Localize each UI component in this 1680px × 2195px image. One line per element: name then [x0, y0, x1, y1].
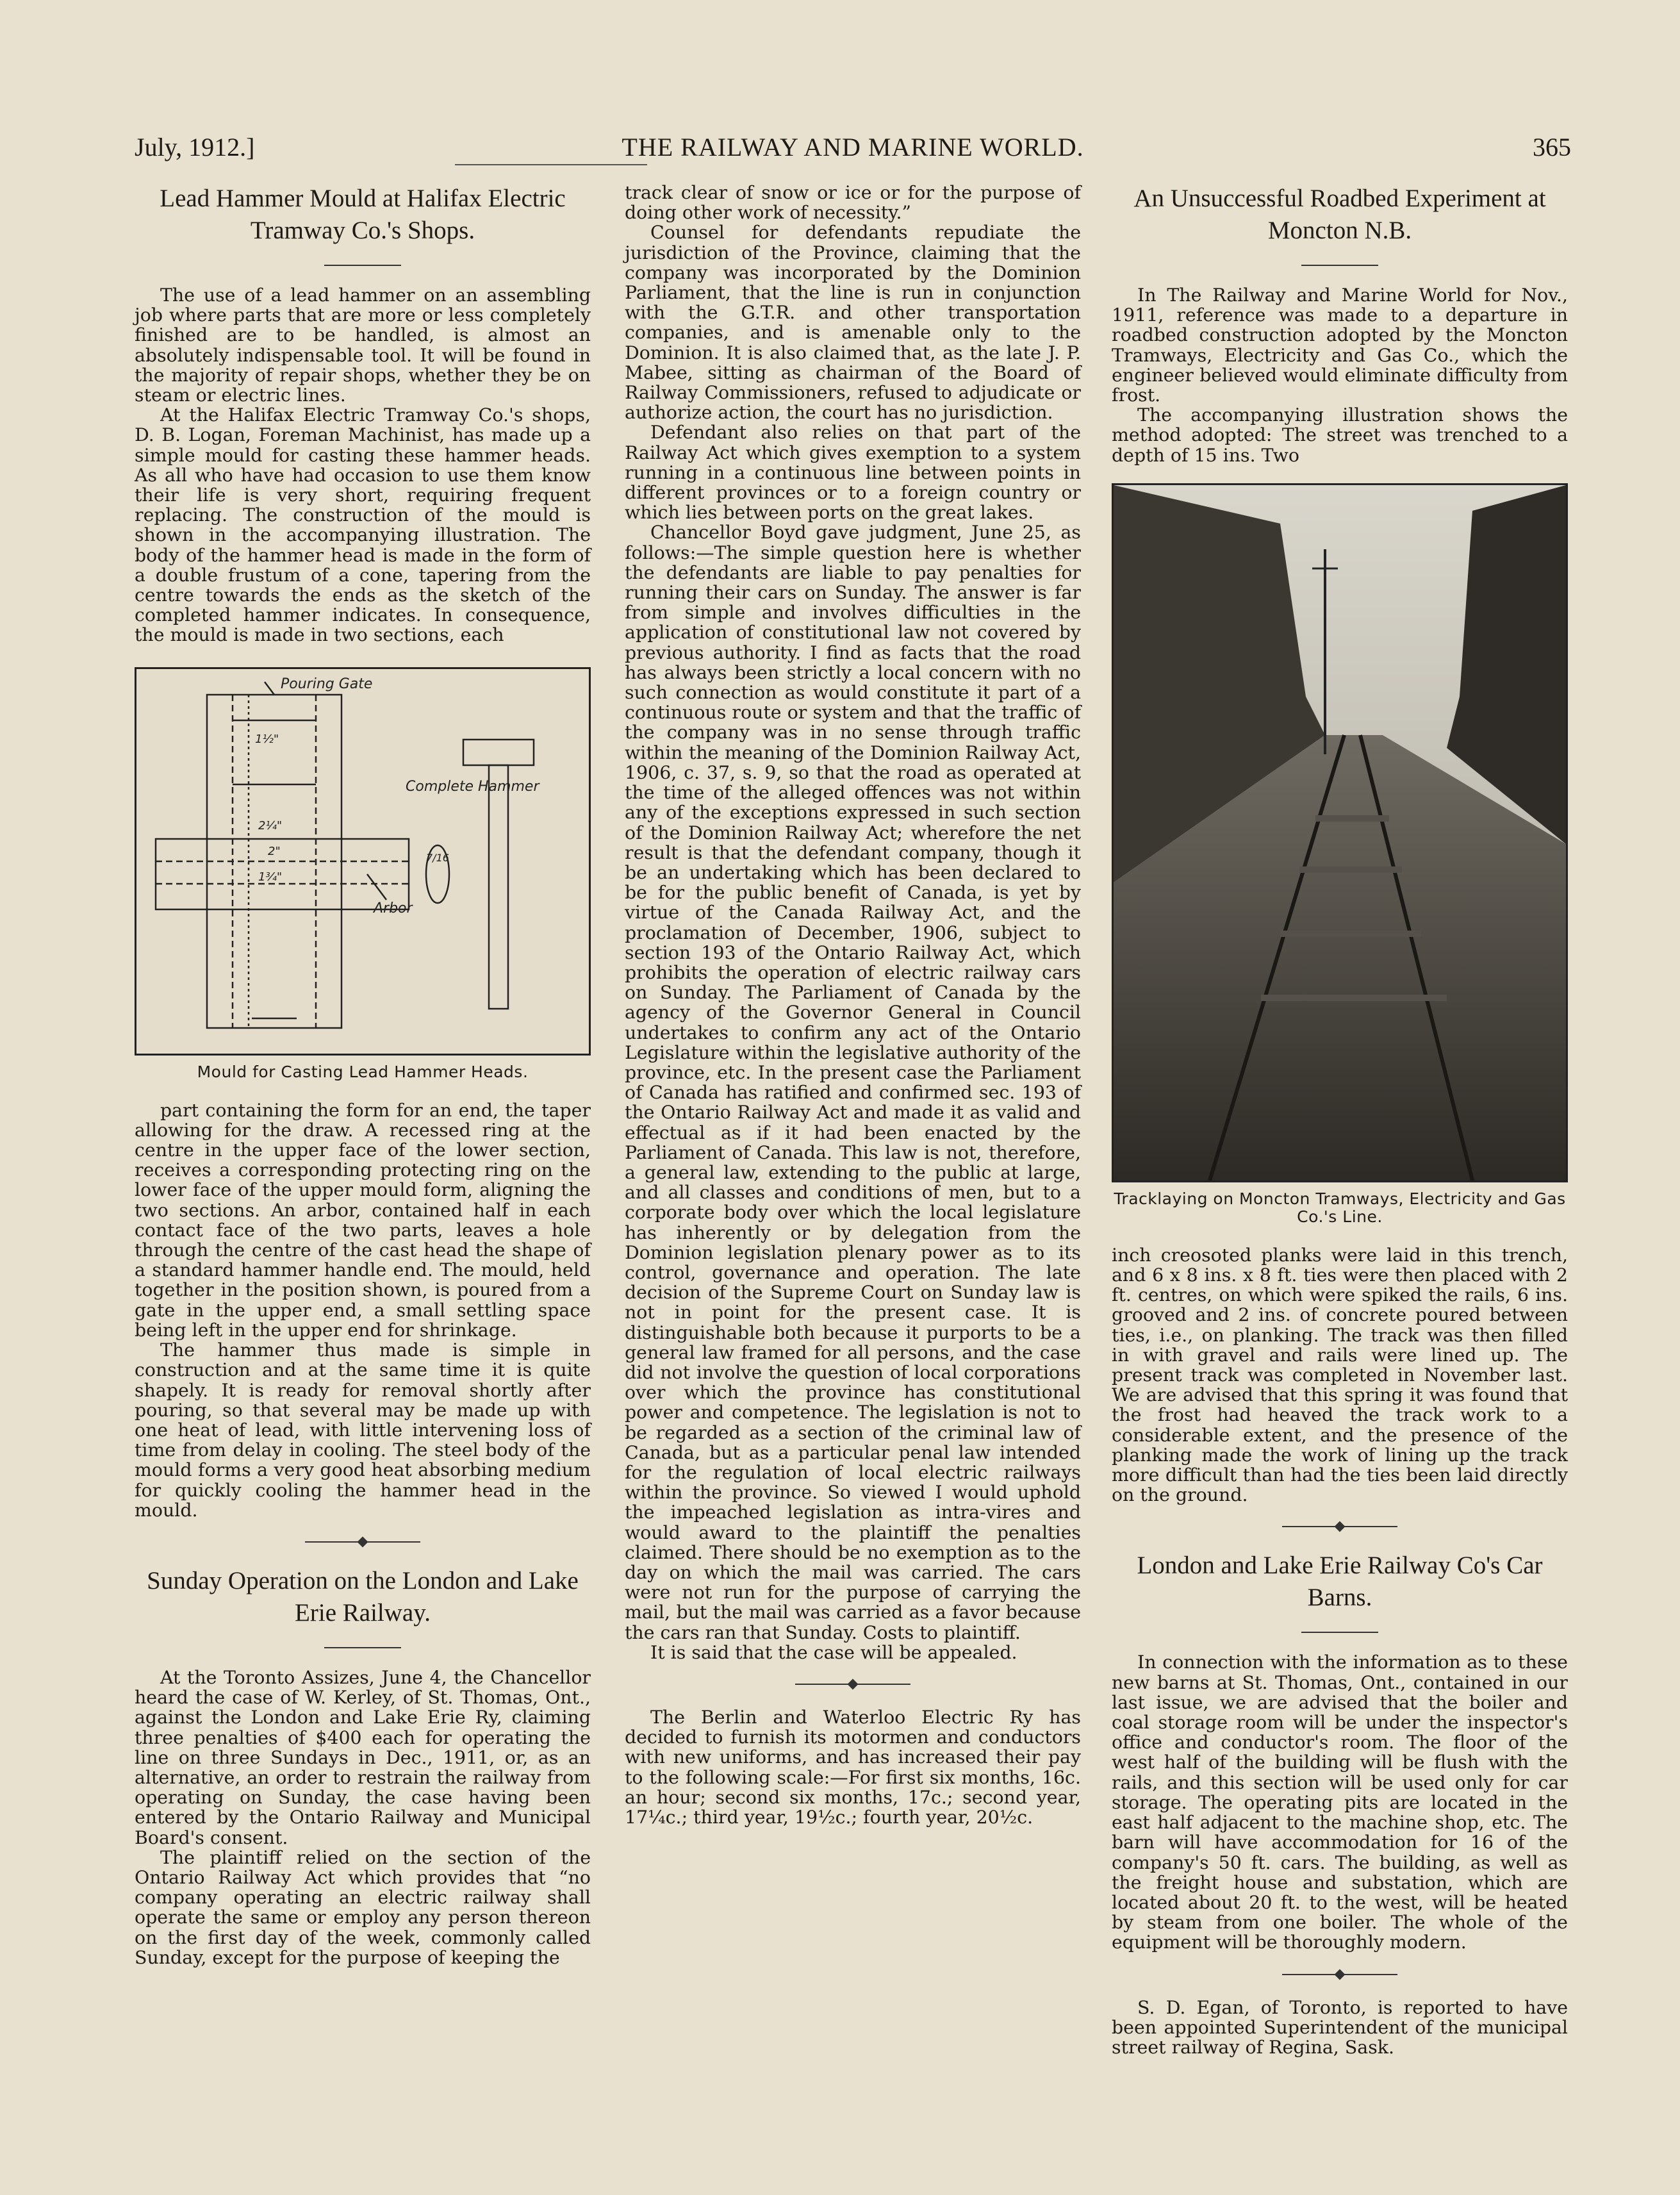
label-pouring-gate: Pouring Gate [281, 675, 373, 692]
news-note-berlin-waterloo: The Berlin and Waterloo Electric Ry has decided to furnish its motormen and conductors with new uniforms, and has increased their pay to the following scale:—For first six months, 16c. an hour; second six months, 17c.; second year, 17¼c.; third year, 19½c.; fourth year, 20½c. [625, 1707, 1081, 1828]
hammer-head [463, 740, 534, 765]
paragraph: At the Toronto Assizes, June 4, the Chancellor heard the case of W. Kerley, of St. Thomas, Ont., against the London and Lake Erie Ry, claiming three penalties of $400 each for operating the line on three Sundays in Dec., 1911, or, as an alternative, an order to restrain the railway from operating on Sunday, the case having been entered by the Ontario Railway and Municipal Board's consent. [135, 1666, 591, 1848]
section-ornament [305, 1536, 420, 1548]
figure-caption: Mould for Casting Lead Hammer Heads. [197, 1062, 529, 1081]
article-title-lead-hammer: Lead Hammer Mould at Halifax Electric Tramway Co.'s Shops. [160, 185, 566, 244]
paragraph: part containing the form for an end, the taper allowing for the draw. A recessed ring at the centre in the upper face of the lower section, receives a corresponding protecting ring on the lower face of the upper mould form, aligning the two sections. An arbor, contained half in each contact face of the two parts, leaves a hole through the centre of the cast head the shape of a standard hammer handle end. The mould, held together in the position shown, is poured from a gate in the upper end, a small settling space being left in the upper end for shrinkage. [135, 1099, 591, 1341]
news-note-egan: S. D. Egan, of Toronto, is reported to have been appointed Superintendent of the municipal street railway of Regina, Sask. [1112, 1996, 1568, 2058]
label-complete-hammer: Complete Hammer [406, 778, 539, 795]
paragraph: inch creosoted planks were laid in this trench, and 6 x 8 ins. x 8 ft. ties were then placed with 2 ft. centres, on which were spiked the rails, 6 ins. grooved and 2 ins. of concrete poured between ties, i.e., on planking. The track was then filled in with gravel and rails were lined up. The present track was completed in November last. We are advised that this spring it was found that the frost had heaved the track work to a considerable extent, and the presence of the planking made the work of lining up the track more difficult than had the ties been laid directly on the ground. [1112, 1244, 1568, 1506]
paragraph: The hammer thus made is simple in construction and at the same time it is quite shapely. It is ready for removal shortly after pouring, so that several may be made up with one heat of lead, with little intervening loss of time from delay in cooling. The steel body of the mould forms a very good heat absorbing medium for quickly cooling the hammer head in the mould. [135, 1339, 591, 1521]
column-2 [625, 183, 1081, 1827]
mould-diagram [135, 667, 591, 1056]
section-ornament [795, 1678, 910, 1691]
column-1 [135, 183, 591, 1967]
title-rule [1301, 265, 1378, 266]
issue-date: July, 1912.] [135, 133, 255, 162]
page-number: 365 [1533, 133, 1571, 162]
label-dim-lower: 1¾" [258, 870, 283, 884]
photo-caption: Tracklaying on Moncton Tramways, Electricity and Gas Co.'s Line. [1114, 1189, 1566, 1226]
column-3 [1112, 183, 1568, 2057]
paragraph: The plaintiff relied on the section of the Ontario Railway Act which provides that “no company operating an electric railway shall operate the same or employ any person thereon on the first day of the week, commonly called Sunday, except for the purpose of keeping the [135, 1846, 591, 1968]
paragraph: The accompanying illustration shows the method adopted: The street was trenched to a depth of 15 ins. Two [1112, 404, 1568, 466]
label-dim-2: 2" [268, 844, 281, 858]
paragraph: The use of a lead hammer on an assembling job where parts that are more or less completely finished are to be handled, is almost an absolutely indispensable tool. It will be found in the majority of repair shops, whether they be on steam or electric lines. [135, 285, 591, 406]
article-title-roadbed: An Unsuccessful Roadbed Experiment at Moncton N.B. [1133, 185, 1546, 244]
paragraph: In connection with the information as to these new barns at St. Thomas, Ont., contained in our last issue, we are advised that the boiler and coal storage room will be under the inspector's office and conductor's room. The floor of the west half of the building will be flush with the rails, and this section will be used only for car storage. The operating pits are located in the east half adjacent to the machine shop, etc. The barn will have accommodation for 16 of the company's 50 ft. cars. The building, as well as the freight house and substation, which are located about 20 ft. to the west, will be heated by steam from one boiler. The whole of the equipment will be thoroughly modern. [1112, 1652, 1568, 1953]
paragraph: track clear of snow or ice or for the purpose of doing other work of necessity.” [625, 182, 1081, 224]
header-rule [455, 164, 647, 165]
title-rule [1301, 1632, 1378, 1633]
label-dim-top: 1½" [255, 732, 279, 746]
paragraph: Chancellor Boyd gave judgment, June 25, as follows:—The simple question here is whether the defendants are liable to pay penalties for running their cars on Sunday. The answer is far from simple and involves difficulties in the application of constitutional law not covered by previous authority. I find as facts that the road has always been strictly a local concern with no such connection as would constitute it part of a continuous route or system and that the traffic of the company was in no sense through traffic within the meaning of the Dominion Railway Act, 1906, c. 37, s. 9, so that the road as operated at the time of the alleged offences was not within any of the exceptions expressed in such section of the Dominion Railway Act; wherefore the net result is that the defendant company, though it be an undertaking which has been declared to be for the public benefit of Canada, is yet by virtue of the Canada Railway Act, and the proclamation of December, 1906, subject to section 193 of the Ontario Railway Act, which prohibits the operation of electric railway cars on Sunday. The Parliament of Canada by the agency of the Governor General in Council undertakes to confirm any act of the Ontario Legislature within the legislative authority of the province, etc. In the present case the Parliament of Canada has ratified and confirmed sec. 193 of the Ontario Railway Act and made it as valid and effectual as if it had been enacted by the Parliament of Canada. This law is not, therefore, a general law, extending to the public at large, and all classes and conditions of men, but to a corporate body over which the local legislature has inherently or by delegation from the Dominion legislation plenary power as to its control, governance and operation. The late decision of the Supreme Court on Sunday law is not in point for the present case. It is distinguishable both because it purports to be a general law framed for all persons, and the case did not involve the question of local corporations over which the province has constitutional power and competence. The legislation is not to be regarded as a section of the criminal law of Canada, but as a particular penal law intended for the regulation of local electric railways within the province. So viewed I would uphold the impeached legislation as intra-vires and would award to the plaintiff the penalties claimed. There should be no exemption as to the day on which the mail was carried. The cars were not run for the purpose of carrying the mail, but the mail was carried as a favor because the cars ran that Sunday. Costs to plaintiff. [625, 522, 1081, 1643]
tracklaying-photo [1112, 483, 1568, 1182]
article-title-car-barns: London and Lake Erie Railway Co's Car Barns. [1137, 1552, 1543, 1612]
tracklaying-photo-image [1114, 485, 1566, 1180]
hammer-handle [489, 765, 508, 1009]
arbor-bar [156, 839, 409, 909]
title-rule [324, 265, 401, 266]
paragraph: Defendant also relies on that part of the Railway Act which gives exemption to a system running in a continuous line between points in different provinces or to a foreign country or which lies between ports on the great lakes. [625, 422, 1081, 524]
journal-title: THE RAILWAY AND MARINE WORLD. [622, 133, 1084, 162]
section-ornament [1282, 1968, 1397, 1981]
section-ornament [1282, 1520, 1397, 1533]
title-rule [324, 1647, 401, 1648]
label-arbor: Arbor [374, 900, 413, 916]
label-dim-mid: 2¼" [258, 818, 283, 832]
article-title-sunday-operation: Sunday Operation on the London and Lake Erie Railway. [147, 1566, 579, 1627]
paragraph: Counsel for defendants repudiate the jurisdiction of the Province, claiming that the company was incorporated by the Dominion Parliament, that the line is run in conjunction with the G.T.R. and other transportation companies, and is amenable only to the Dominion. It is also claimed that, as the late J. P. Mabee, sitting as chairman of the Board of Railway Commissioners, refused to adjudicate or authorize action, the court has no jurisdiction. [625, 222, 1081, 424]
paragraph: It is said that the case will be appealed. [650, 1641, 1017, 1663]
paragraph: In The Railway and Marine World for Nov., 1911, reference was made to a departure in roadbed construction adopted by the Moncton Tramways, Electricity and Gas Co., which the engineer believed would eliminate difficulty from frost. [1112, 285, 1568, 406]
paragraph: At the Halifax Electric Tramway Co.'s shops, D. B. Logan, Foreman Machinist, has made up a simple mould for casting these hammer heads. As all who have had occasion to use them know their life is very short, requiring frequent replacing. The construction of the mould is shown in the accompanying illustration. The body of the hammer head is made in the form of a double frustum of a cone, tapering from the centre towards the ends as the sketch of the completed hammer indicates. In consequence, the mould is made in two sections, each [135, 404, 591, 646]
page-header [135, 132, 1571, 165]
mould-drawing [136, 669, 589, 1051]
label-dim-16: 7/16 [426, 851, 449, 864]
